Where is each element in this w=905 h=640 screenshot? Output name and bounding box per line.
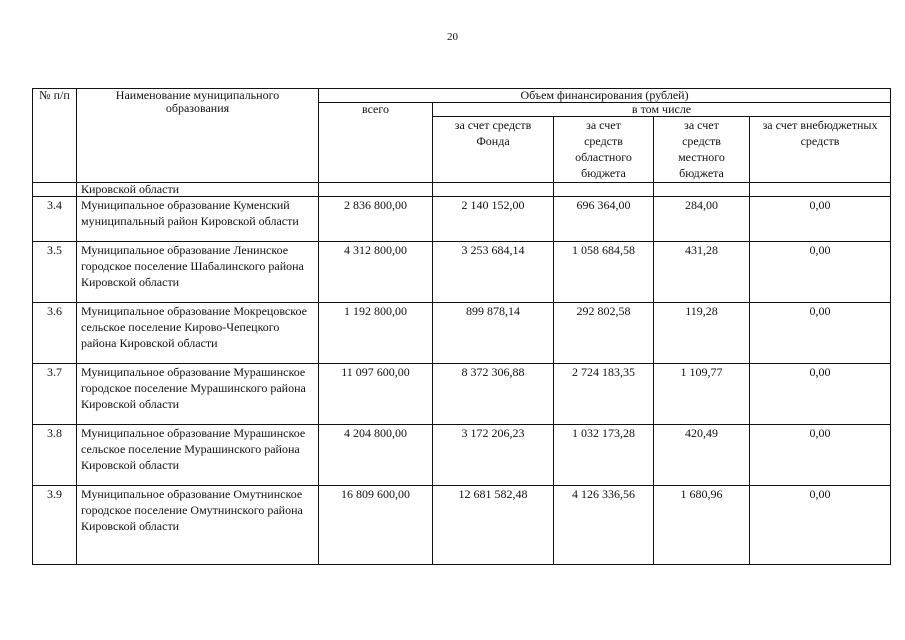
- header-extrabudget: за счет внебюджетных средств: [750, 117, 891, 183]
- row-name: Муниципальное образование Мурашинское сельское поселение Мурашинского района Кировской области: [77, 425, 319, 486]
- row-name: Муниципальное образование Мурашинское городское поселение Мурашинского района Кировской области: [77, 364, 319, 425]
- row-local: 1 109,77: [654, 364, 750, 425]
- table-row: [33, 425, 891, 486]
- row-num: 3.8: [33, 425, 77, 486]
- header-num: № п/п: [33, 89, 77, 183]
- row-total: 2 836 800,00: [319, 197, 433, 242]
- row-name: Муниципальное образование Омутнинское городское поселение Омутнинского района Кировской области: [77, 486, 319, 565]
- header-total: всего: [319, 103, 433, 183]
- row-total: 16 809 600,00: [319, 486, 433, 565]
- row-fund: 12 681 582,48: [433, 486, 554, 565]
- row-regional: 4 126 336,56: [554, 486, 654, 565]
- row-num: 3.9: [33, 486, 77, 565]
- row-extra: 0,00: [750, 364, 891, 425]
- row-extra: 0,00: [750, 425, 891, 486]
- row-num: 3.7: [33, 364, 77, 425]
- row-total: 4 312 800,00: [319, 242, 433, 303]
- row-name: Муниципальное образование Мокрецовское сельское поселение Кирово-Чепецкого района Кировской области: [77, 303, 319, 364]
- page-number: 20: [447, 31, 458, 43]
- header-including: в том числе: [433, 103, 891, 117]
- row-name: Муниципальное образование Ленинское городское поселение Шабалинского района Кировской области: [77, 242, 319, 303]
- row-total: 1 192 800,00: [319, 303, 433, 364]
- header-regional: за счет средств областного бюджета: [554, 117, 654, 183]
- continuation-text: Кировской области: [77, 183, 319, 197]
- row-extra: 0,00: [750, 197, 891, 242]
- row-fund: 3 172 206,23: [433, 425, 554, 486]
- row-local: 284,00: [654, 197, 750, 242]
- row-local: 431,28: [654, 242, 750, 303]
- row-extra: 0,00: [750, 303, 891, 364]
- financing-table: [32, 88, 891, 565]
- row-num: 3.6: [33, 303, 77, 364]
- row-local: 119,28: [654, 303, 750, 364]
- row-local: 420,49: [654, 425, 750, 486]
- cont-num: [33, 183, 77, 197]
- table-row: [33, 486, 891, 565]
- row-fund: 2 140 152,00: [433, 197, 554, 242]
- row-num: 3.4: [33, 197, 77, 242]
- table-row: [33, 197, 891, 242]
- row-num: 3.5: [33, 242, 77, 303]
- row-fund: 8 372 306,88: [433, 364, 554, 425]
- row-regional: 1 032 173,28: [554, 425, 654, 486]
- header-volume: Объем финансирования (рублей): [319, 89, 891, 103]
- row-regional: 1 058 684,58: [554, 242, 654, 303]
- row-regional: 292 802,58: [554, 303, 654, 364]
- row-regional: 696 364,00: [554, 197, 654, 242]
- table-row: [33, 303, 891, 364]
- table-row: [33, 364, 891, 425]
- table-row: [33, 242, 891, 303]
- row-extra: 0,00: [750, 486, 891, 565]
- header-name: Наименование муниципального образования: [77, 89, 319, 183]
- row-extra: 0,00: [750, 242, 891, 303]
- header-local: за счет средств местного бюджета: [654, 117, 750, 183]
- row-fund: 3 253 684,14: [433, 242, 554, 303]
- row-fund: 899 878,14: [433, 303, 554, 364]
- row-total: 11 097 600,00: [319, 364, 433, 425]
- row-total: 4 204 800,00: [319, 425, 433, 486]
- row-local: 1 680,96: [654, 486, 750, 565]
- row-regional: 2 724 183,35: [554, 364, 654, 425]
- header-fund: за счет средств Фонда: [433, 117, 554, 183]
- row-name: Муниципальное образование Куменский муниципальный район Кировской области: [77, 197, 319, 242]
